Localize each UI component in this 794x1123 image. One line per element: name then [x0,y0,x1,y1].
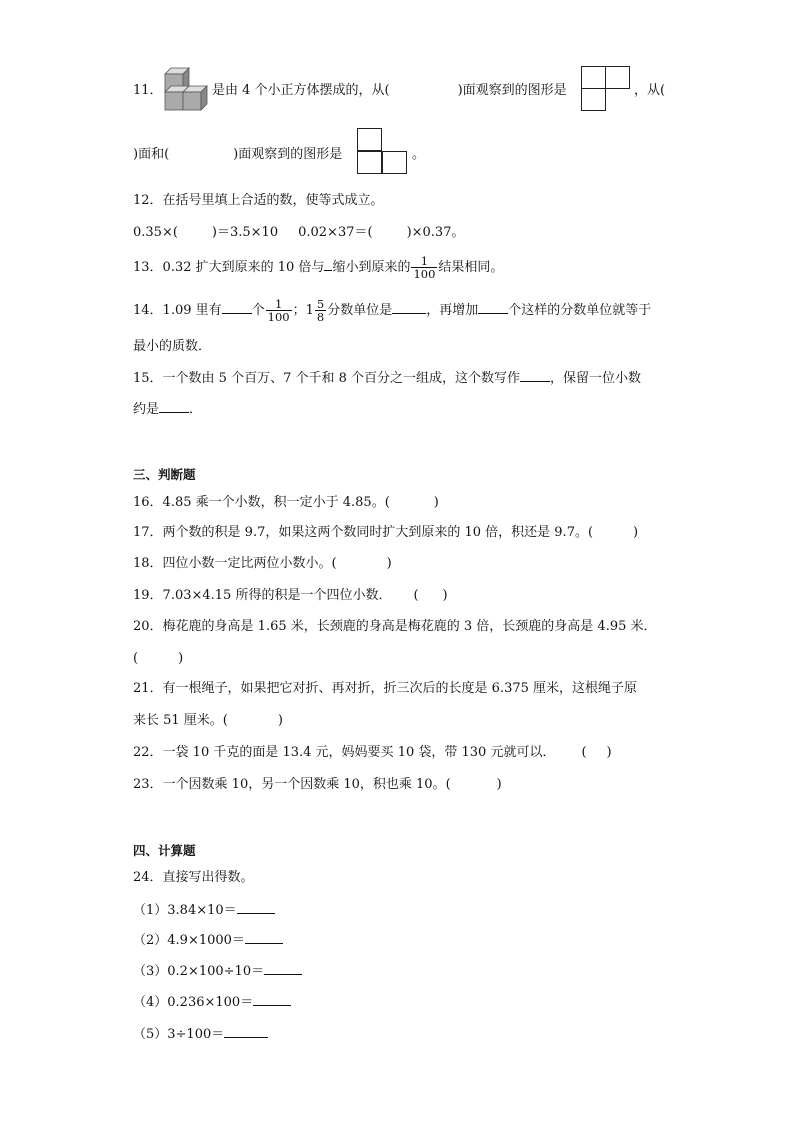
answer-blank [253,993,291,1006]
question-20: 20．梅花鹿的身高是 1.65 米，长颈鹿的身高是梅花鹿的 3 倍，长颈鹿的身高是 4.95 米． [133,619,657,634]
view-cell [357,151,382,174]
answer-blank [222,301,252,314]
answer-blank [224,1025,268,1038]
question-12: 12．在括号里填上合适的数，使等式成立。 [133,193,384,208]
question-11-text-b: ，从( [634,83,666,98]
question-24: 24．直接写出得数。 [133,870,254,885]
view-cell [357,128,382,151]
question-14-line1: 14．1.09 里有 个 $\frac{1}{100}$ ；1 $\frac{5}{8}$ 分数单位是 ，再增加 个这样的分数单位就等于 [133,297,652,324]
section-heading-calc: 四、计算题 [133,843,196,858]
fraction-1-100: $\frac{1}{100}$ [413,254,436,281]
question-20-answer: ( ) [133,651,184,666]
question-21-line1: 21．有一根绳子，如果把它对折、再对折，折三次后的长度是 6.375 厘米，这根绳子原 [133,681,638,696]
calc-item-2: （2）4.9×1000＝ [133,931,283,950]
answer-blank [237,901,275,914]
calc-item-3: （3）0.2×100÷10＝ [133,962,302,981]
calc-item-1: （1）3.84×10＝ [133,901,275,920]
question-18: 18．四位小数一定比两位小数小。( ) [133,556,392,571]
question-17: 17．两个数的积是 9.7，如果这两个数同时扩大到原来的 10 倍，积还是 9.7。( ) [133,525,639,540]
question-11-text-a: 是由 4 个小正方体摆成的，从( )面观察到的图形是 [212,83,567,98]
question-15-line2: 约是 ． [133,402,203,417]
view-figure-1 [581,66,633,114]
view-cell [382,151,407,174]
answer-blank [478,301,508,314]
section-heading-judge: 三、判断题 [133,467,196,482]
question-14-line2: 最小的质数． [133,339,212,354]
question-number: 11． [133,83,163,98]
question-23: 23．一个因数乘 10，另一个因数乘 10，积也乘 10。( ) [133,777,502,792]
cube-stack-figure [160,64,214,120]
question-19: 19．7.03×4.15 所得的积是一个四位小数． ( ) [133,588,448,603]
calc-item-4: （4）0.236×100＝ [133,993,291,1012]
view-cell [605,66,630,89]
view-cell [581,88,606,111]
question-21-line2: 来长 51 厘米。( ) [133,713,283,728]
fraction-5-8: $\frac{5}{8}$ [316,297,325,324]
answer-blank [392,301,426,314]
view-cell [581,66,606,89]
answer-blank [264,962,302,975]
question-13: 13．0.32 扩大到原来的 10 倍与 缩小到原来的 $\frac{1}{100}$ 结果相同。 [133,254,504,281]
question-16: 16．4.85 乘一个小数，积一定小于 4.85。( ) [133,495,439,510]
question-11-line1 [133,82,163,100]
question-11-end: 。 [412,147,426,162]
question-22: 22．一袋 10 千克的面是 13.4 元，妈妈要买 10 袋，带 130 元就可以． ( ) [133,745,612,760]
calc-item-5: （5）3÷100＝ [133,1025,268,1044]
question-12-equations: 0.35×( )＝3.5×10 0.02×37＝( )×0.37。 [133,225,465,240]
question-15-line1: 15．一个数由 5 个百万、7 个千和 8 个百分之一组成，这个数写作 ，保留一位小数 [133,371,642,386]
fraction-1-100: $\frac{1}{100}$ [267,297,290,324]
question-11-line2: )面和( )面观察到的图形是 [133,147,343,162]
answer-blank [245,931,283,944]
view-figure-2 [357,128,413,178]
answer-blank [520,369,550,382]
answer-blank [159,400,189,413]
